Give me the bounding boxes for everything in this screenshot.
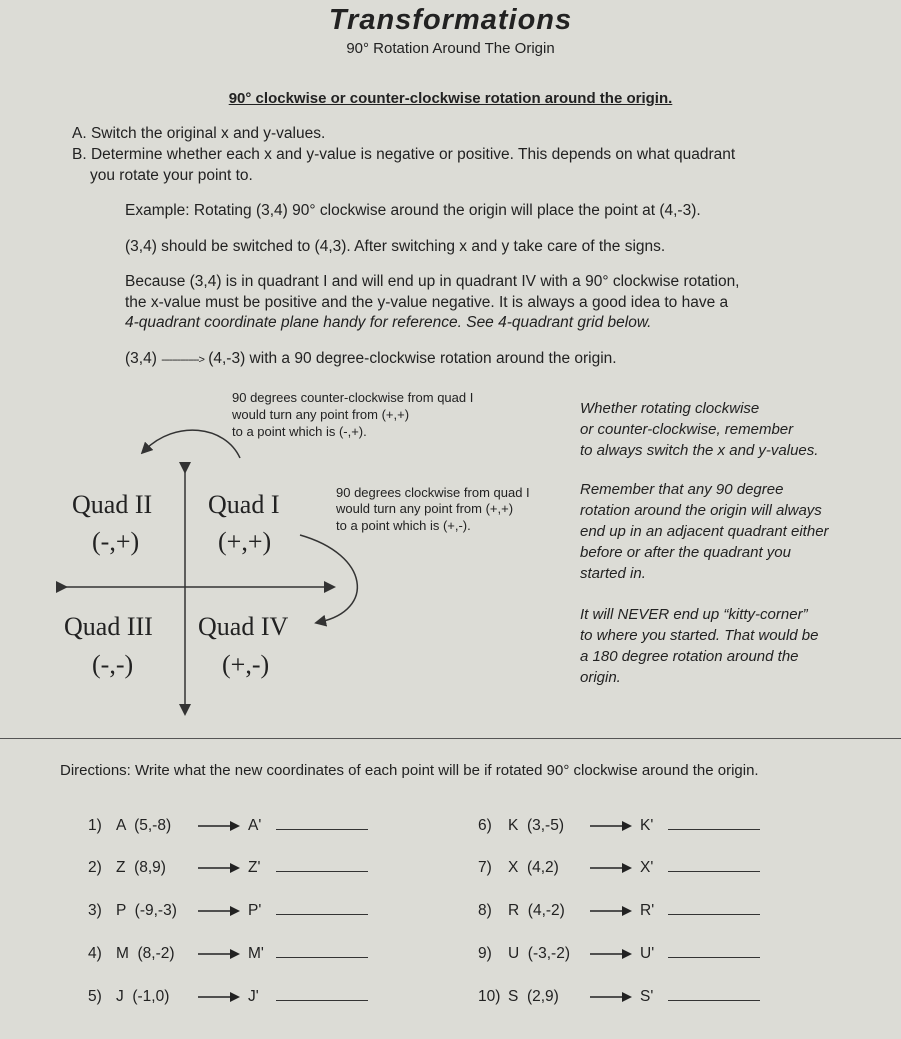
arrow-icon bbox=[588, 948, 634, 960]
note-1-line-3: to always switch the x and y-values. bbox=[580, 442, 819, 459]
problem-point: M (8,-2) bbox=[116, 945, 175, 962]
arrow-icon bbox=[196, 862, 242, 874]
quad-2-label: Quad II bbox=[72, 490, 153, 519]
problem-image-label: P' bbox=[248, 902, 262, 919]
mapping-rest: (4,-3) with a 90 degree-clockwise rotation around the origin. bbox=[208, 350, 617, 367]
page-subtitle: 90° Rotation Around The Origin bbox=[346, 40, 555, 57]
step-b: B. Determine whether each x and y-value is negative or positive. This depends on what quadrant bbox=[72, 146, 736, 163]
problem-image-label: S' bbox=[640, 988, 654, 1005]
quad-1-label: Quad I bbox=[208, 490, 280, 519]
note-3-line-4: origin. bbox=[580, 669, 621, 686]
problem-number: 5) bbox=[88, 988, 102, 1005]
page-title: Transformations bbox=[328, 4, 573, 36]
note-1-line-1: Whether rotating clockwise bbox=[580, 400, 760, 417]
answer-blank[interactable] bbox=[668, 986, 760, 1001]
arrow-icon bbox=[588, 905, 634, 917]
mapping-from: (3,4) bbox=[125, 350, 157, 367]
problem-point: K (3,-5) bbox=[508, 817, 564, 834]
directions: Directions: Write what the new coordinates of each point will be if rotated 90° clockwise around the origin. bbox=[60, 762, 759, 779]
problem-point: X (4,2) bbox=[508, 859, 559, 876]
note-2-line-2: rotation around the origin will always bbox=[580, 502, 822, 519]
step-b-cont: you rotate your point to. bbox=[90, 167, 253, 184]
note-2-line-5: started in. bbox=[580, 565, 646, 582]
note-2-line-3: end up in an adjacent quadrant either bbox=[580, 523, 829, 540]
note-3-line-2: to where you started. That would be bbox=[580, 627, 819, 644]
problem-number: 7) bbox=[478, 859, 492, 876]
note-2-line-4: before or after the quadrant you bbox=[580, 544, 791, 561]
note-1-line-2: or counter-clockwise, remember bbox=[580, 421, 794, 438]
arrow-icon bbox=[196, 991, 242, 1003]
problem-image-label: U' bbox=[640, 945, 655, 962]
problem-row bbox=[88, 986, 368, 1006]
problem-number: 8) bbox=[478, 902, 492, 919]
arrow-icon bbox=[588, 820, 634, 832]
problem-row bbox=[478, 857, 760, 877]
problem-image-label: R' bbox=[640, 902, 655, 919]
coordinate-plane bbox=[0, 380, 570, 720]
example-line-2: (3,4) should be switched to (4,3). After switching x and y take care of the signs. bbox=[125, 238, 666, 255]
cw-arrow bbox=[300, 535, 357, 622]
problem-number: 4) bbox=[88, 945, 102, 962]
quad-3-sign: (-,-) bbox=[92, 650, 134, 679]
problem-number: 6) bbox=[478, 817, 492, 834]
problem-image-label: M' bbox=[248, 945, 264, 962]
note-3-line-3: a 180 degree rotation around the bbox=[580, 648, 799, 665]
problem-number: 9) bbox=[478, 945, 492, 962]
problem-number: 1) bbox=[88, 817, 102, 834]
quad-1-sign: (+,+) bbox=[218, 527, 272, 556]
example-line-1: Example: Rotating (3,4) 90° clockwise around the origin will place the point at (4,-3). bbox=[125, 202, 701, 219]
cw-note-2: would turn any point from (+,+) bbox=[336, 501, 514, 516]
arrow-icon bbox=[196, 820, 242, 832]
problem-number: 3) bbox=[88, 902, 102, 919]
dashed-arrow: --------------> bbox=[161, 354, 204, 366]
answer-blank[interactable] bbox=[668, 900, 760, 915]
problem-row bbox=[88, 815, 368, 835]
quad-4-label: Quad IV bbox=[198, 612, 289, 641]
problem-row bbox=[478, 900, 760, 920]
problem-row bbox=[88, 943, 368, 963]
problem-point: S (2,9) bbox=[508, 988, 559, 1005]
problem-image-label: Z' bbox=[248, 859, 261, 876]
problem-row bbox=[478, 815, 760, 835]
quad-2-sign: (-,+) bbox=[92, 527, 140, 556]
problem-point: A (5,-8) bbox=[116, 817, 172, 834]
example-mapping bbox=[125, 350, 617, 368]
answer-blank[interactable] bbox=[668, 943, 760, 958]
cw-note-3: to a point which is (+,-). bbox=[336, 518, 471, 533]
problem-point: P (-9,-3) bbox=[116, 902, 177, 919]
example-para-2: the x-value must be positive and the y-value negative. It is always a good idea to have a bbox=[125, 294, 729, 311]
ccw-note-1: 90 degrees counter-clockwise from quad I bbox=[232, 390, 474, 405]
answer-blank[interactable] bbox=[276, 900, 368, 915]
answer-blank[interactable] bbox=[276, 986, 368, 1001]
problem-point: J (-1,0) bbox=[116, 988, 170, 1005]
quad-3-label: Quad III bbox=[64, 612, 153, 641]
answer-blank[interactable] bbox=[668, 815, 760, 830]
problem-point: Z (8,9) bbox=[116, 859, 166, 876]
problem-row bbox=[478, 986, 760, 1006]
problem-number: 2) bbox=[88, 859, 102, 876]
problem-point: U (-3,-2) bbox=[508, 945, 570, 962]
problem-image-label: J' bbox=[248, 988, 259, 1005]
ccw-note-2: would turn any point from (+,+) bbox=[232, 407, 410, 422]
problem-point: R (4,-2) bbox=[508, 902, 565, 919]
problem-image-label: K' bbox=[640, 817, 654, 834]
arrow-icon bbox=[196, 948, 242, 960]
answer-blank[interactable] bbox=[668, 857, 760, 872]
note-3-line-1: It will NEVER end up “kitty-corner” bbox=[580, 606, 808, 623]
arrow-icon bbox=[588, 991, 634, 1003]
section-heading: 90° clockwise or counter-clockwise rotation around the origin. bbox=[228, 90, 673, 107]
problem-row bbox=[88, 900, 368, 920]
problem-row bbox=[88, 857, 368, 877]
section-divider bbox=[0, 738, 901, 739]
quad-4-sign: (+,-) bbox=[222, 650, 270, 679]
problem-image-label: X' bbox=[640, 859, 654, 876]
note-2-line-1: Remember that any 90 degree bbox=[580, 481, 784, 498]
problem-row bbox=[478, 943, 760, 963]
answer-blank[interactable] bbox=[276, 857, 368, 872]
arrow-icon bbox=[196, 905, 242, 917]
ccw-arrow bbox=[145, 430, 240, 458]
ccw-note-3: to a point which is (-,+). bbox=[232, 424, 367, 439]
example-para-1: Because (3,4) is in quadrant I and will end up in quadrant IV with a 90° clockwise rotation, bbox=[125, 273, 740, 290]
example-para-3: 4-quadrant coordinate plane handy for reference. See 4-quadrant grid below. bbox=[125, 314, 652, 331]
step-a: A. Switch the original x and y-values. bbox=[72, 125, 326, 142]
problem-image-label: A' bbox=[248, 817, 262, 834]
arrow-icon bbox=[588, 862, 634, 874]
answer-blank[interactable] bbox=[276, 943, 368, 958]
cw-note-1: 90 degrees clockwise from quad I bbox=[336, 485, 530, 500]
answer-blank[interactable] bbox=[276, 815, 368, 830]
problem-number: 10) bbox=[478, 988, 501, 1005]
